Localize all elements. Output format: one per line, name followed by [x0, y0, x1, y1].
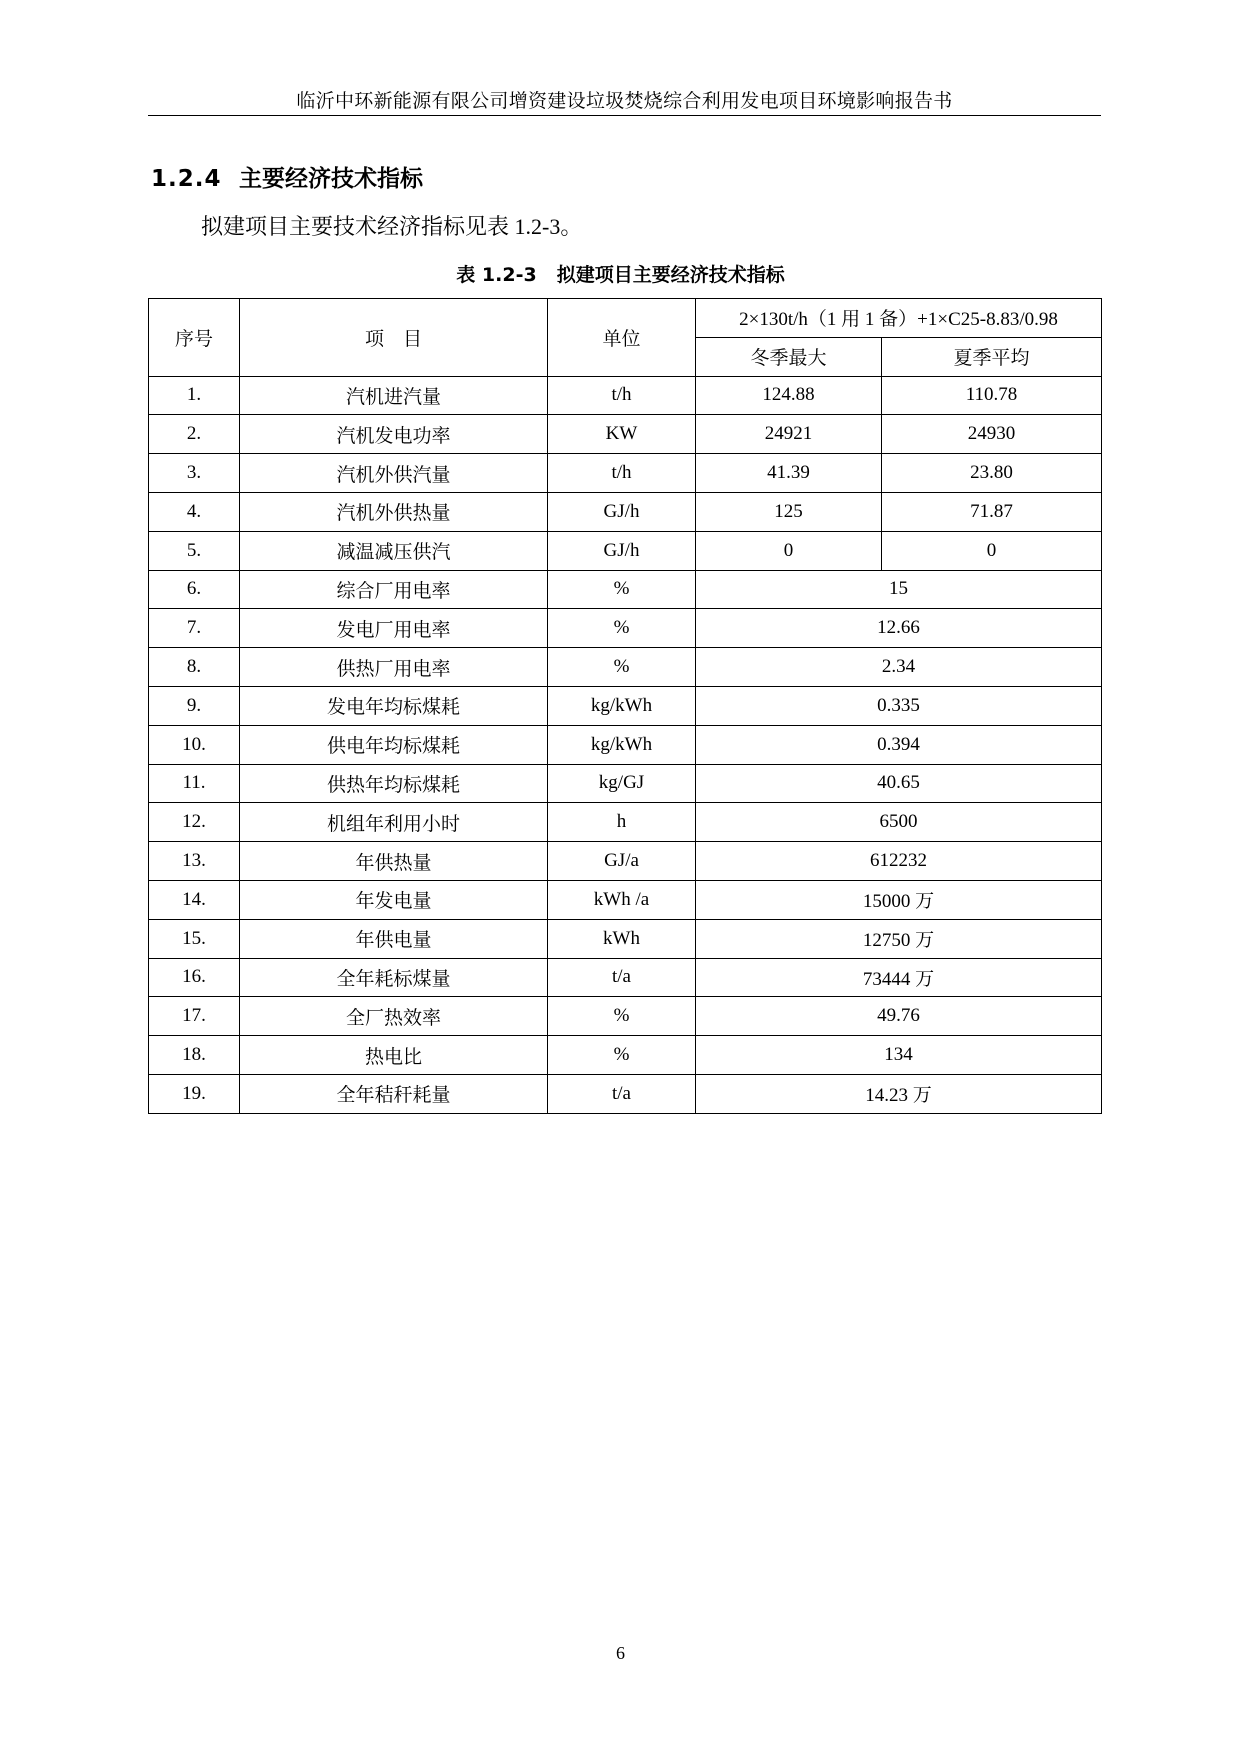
cell-seq: 5. — [149, 531, 240, 570]
table-row — [149, 570, 1102, 609]
cell-item: 供热厂用电率 — [240, 648, 548, 687]
cell-item: 机组年利用小时 — [240, 803, 548, 842]
cell-unit: % — [548, 570, 696, 609]
table-row — [149, 880, 1102, 919]
indicators-table — [148, 298, 1102, 1114]
cell-value: 134 — [696, 1036, 1102, 1075]
cell-item: 减温减压供汽 — [240, 531, 548, 570]
table-row — [149, 997, 1102, 1036]
cell-unit: kg/kWh — [548, 686, 696, 725]
cell-seq: 19. — [149, 1074, 240, 1113]
cell-item: 全年秸秆耗量 — [240, 1074, 548, 1113]
cell-seq: 2. — [149, 415, 240, 454]
cell-item: 汽机外供汽量 — [240, 454, 548, 493]
table-row — [149, 648, 1102, 687]
cell-seq: 8. — [149, 648, 240, 687]
cell-unit: t/h — [548, 376, 696, 415]
table-row — [149, 415, 1102, 454]
cell-unit: GJ/h — [548, 531, 696, 570]
table-caption — [0, 260, 1241, 287]
table-row — [149, 454, 1102, 493]
cell-value: 15000 万 — [696, 880, 1102, 919]
cell-unit: kWh /a — [548, 880, 696, 919]
header-summer: 夏季平均 — [882, 337, 1102, 376]
section-title: 主要经济技术指标 — [239, 166, 423, 192]
header-seq: 序号 — [149, 299, 240, 377]
cell-unit: % — [548, 1036, 696, 1075]
table-row — [149, 958, 1102, 997]
cell-unit: t/a — [548, 958, 696, 997]
cell-value: 0.394 — [696, 725, 1102, 764]
cell-unit: h — [548, 803, 696, 842]
header-item: 项 目 — [240, 299, 548, 377]
table-row — [149, 1036, 1102, 1075]
cell-value: 15 — [696, 570, 1102, 609]
table-row — [149, 725, 1102, 764]
cell-winter: 0 — [696, 531, 882, 570]
intro-paragraph: 拟建项目主要技术经济指标见表 1.2-3。 — [201, 214, 583, 239]
cell-seq: 6. — [149, 570, 240, 609]
cell-value: 73444 万 — [696, 958, 1102, 997]
cell-item: 综合厂用电率 — [240, 570, 548, 609]
cell-winter: 125 — [696, 492, 882, 531]
cell-unit: kg/kWh — [548, 725, 696, 764]
cell-seq: 9. — [149, 686, 240, 725]
cell-seq: 17. — [149, 997, 240, 1036]
cell-summer: 0 — [882, 531, 1102, 570]
cell-item: 年供电量 — [240, 919, 548, 958]
table-row — [149, 531, 1102, 570]
cell-unit: GJ/a — [548, 842, 696, 881]
table-row — [149, 1074, 1102, 1113]
cell-unit: t/a — [548, 1074, 696, 1113]
section-number: 1.2.4 — [151, 166, 222, 192]
table-caption-number: 表 1.2-3 — [456, 264, 537, 286]
cell-item: 全厂热效率 — [240, 997, 548, 1036]
cell-seq: 13. — [149, 842, 240, 881]
header-unit: 单位 — [548, 299, 696, 377]
cell-unit: KW — [548, 415, 696, 454]
cell-seq: 12. — [149, 803, 240, 842]
section-heading — [151, 160, 423, 193]
cell-seq: 3. — [149, 454, 240, 493]
cell-summer: 24930 — [882, 415, 1102, 454]
cell-summer: 110.78 — [882, 376, 1102, 415]
cell-item: 年发电量 — [240, 880, 548, 919]
cell-winter: 41.39 — [696, 454, 882, 493]
cell-item: 发电厂用电率 — [240, 609, 548, 648]
cell-seq: 15. — [149, 919, 240, 958]
cell-value: 0.335 — [696, 686, 1102, 725]
cell-seq: 10. — [149, 725, 240, 764]
cell-unit: % — [548, 997, 696, 1036]
table-row — [149, 609, 1102, 648]
table-row — [149, 842, 1102, 881]
cell-unit: % — [548, 648, 696, 687]
cell-value: 12750 万 — [696, 919, 1102, 958]
cell-unit: kg/GJ — [548, 764, 696, 803]
cell-item: 发电年均标煤耗 — [240, 686, 548, 725]
cell-value: 6500 — [696, 803, 1102, 842]
table-row — [149, 376, 1102, 415]
cell-item: 全年耗标煤量 — [240, 958, 548, 997]
cell-unit: GJ/h — [548, 492, 696, 531]
page-number: 6 — [616, 1643, 625, 1663]
cell-seq: 4. — [149, 492, 240, 531]
cell-item: 供热年均标煤耗 — [240, 764, 548, 803]
cell-seq: 14. — [149, 880, 240, 919]
cell-item: 汽机外供热量 — [240, 492, 548, 531]
table-row — [149, 803, 1102, 842]
table-caption-title: 拟建项目主要经济技术指标 — [556, 264, 785, 286]
cell-winter: 124.88 — [696, 376, 882, 415]
cell-value: 2.34 — [696, 648, 1102, 687]
cell-value: 612232 — [696, 842, 1102, 881]
cell-seq: 7. — [149, 609, 240, 648]
cell-item: 汽机发电功率 — [240, 415, 548, 454]
cell-value: 49.76 — [696, 997, 1102, 1036]
cell-value: 12.66 — [696, 609, 1102, 648]
cell-item: 热电比 — [240, 1036, 548, 1075]
cell-item: 汽机进汽量 — [240, 376, 548, 415]
cell-seq: 16. — [149, 958, 240, 997]
cell-seq: 18. — [149, 1036, 240, 1075]
table-row — [149, 492, 1102, 531]
header-winter: 冬季最大 — [696, 337, 882, 376]
cell-unit: % — [548, 609, 696, 648]
cell-winter: 24921 — [696, 415, 882, 454]
cell-seq: 1. — [149, 376, 240, 415]
cell-value: 40.65 — [696, 764, 1102, 803]
table-row — [149, 919, 1102, 958]
running-header: 临沂中环新能源有限公司增资建设垃圾焚烧综合利用发电项目环境影响报告书 — [296, 91, 953, 112]
table-body — [149, 376, 1102, 1113]
cell-item: 年供热量 — [240, 842, 548, 881]
cell-unit: t/h — [548, 454, 696, 493]
cell-summer: 71.87 — [882, 492, 1102, 531]
cell-item: 供电年均标煤耗 — [240, 725, 548, 764]
cell-seq: 11. — [149, 764, 240, 803]
cell-summer: 23.80 — [882, 454, 1102, 493]
cell-value: 14.23 万 — [696, 1074, 1102, 1113]
header-config: 2×130t/h（1 用 1 备）+1×C25-8.83/0.98 — [696, 299, 1102, 338]
cell-unit: kWh — [548, 919, 696, 958]
table-row — [149, 764, 1102, 803]
table-row — [149, 686, 1102, 725]
header-rule — [148, 115, 1101, 116]
